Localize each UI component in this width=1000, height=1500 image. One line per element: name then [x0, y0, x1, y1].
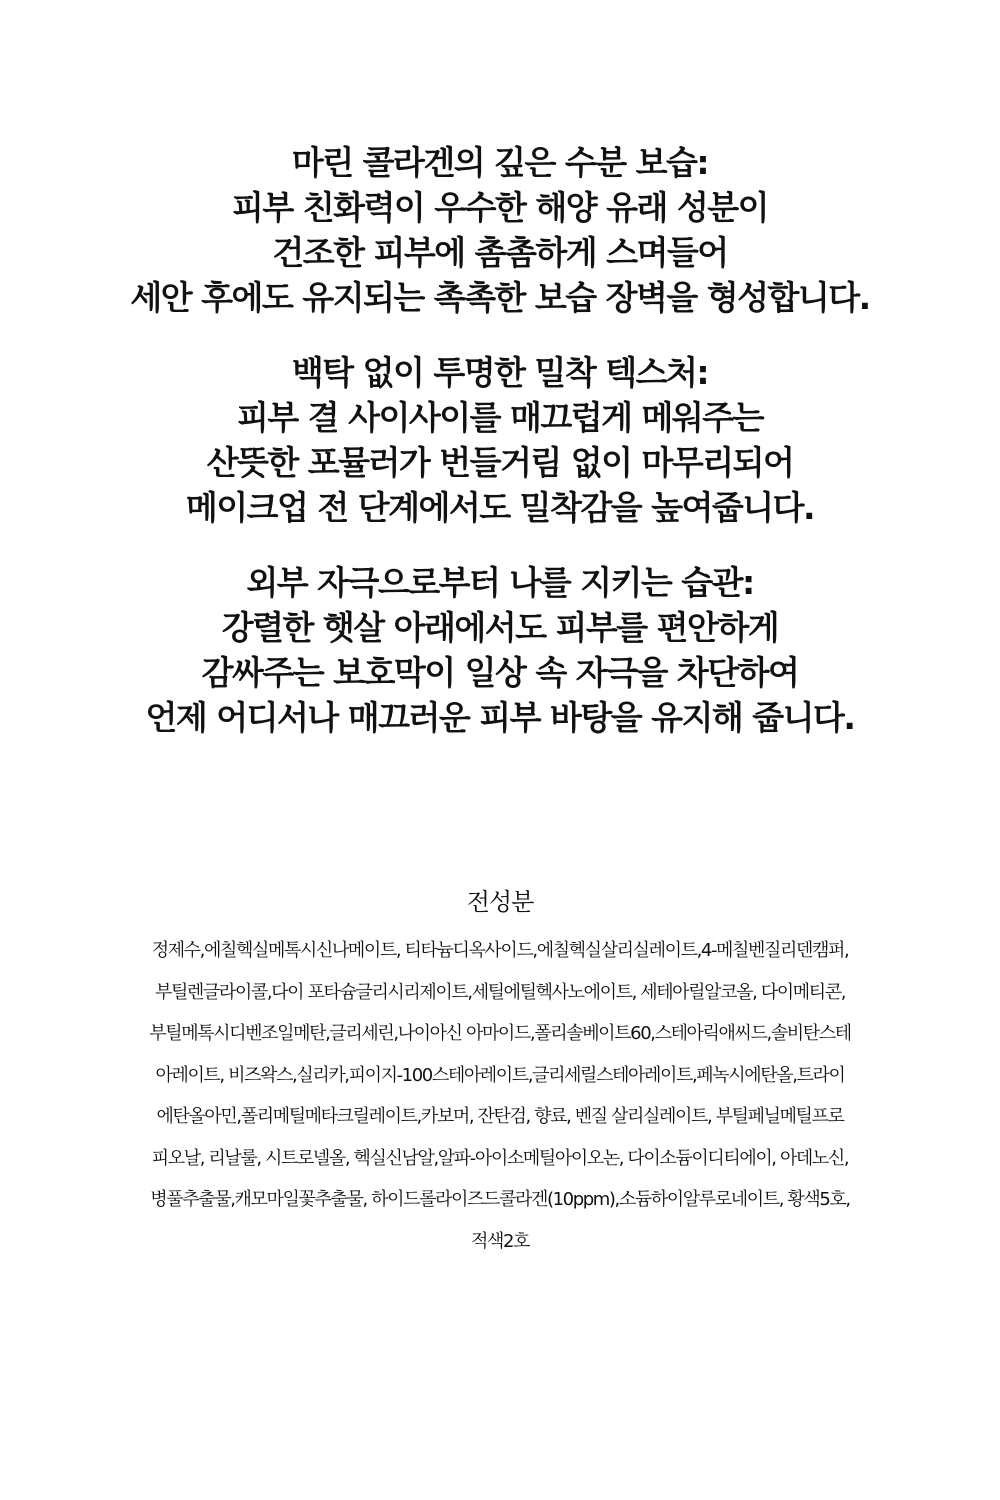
feature-block-protection — [0, 560, 1000, 740]
feature-text-line: 강렬한 햇살 아래에서도 피부를 편안하게 — [221, 608, 779, 647]
ingredients-line: 피오날, 리날룰, 시트로넬올, 헥실신남알,알파-아이소메틸아이오논, 다이소듐이디티에이, 아데노신, — [151, 1147, 849, 1169]
ingredients-line: 아레이트, 비즈왁스,실리카,피이지-100스테아레이트,글리세릴스테아레이트,페녹시에탄올,트라이 — [155, 1064, 845, 1086]
feature-text-line: 피부 결 사이사이를 매끄럽게 메워주는 — [236, 398, 763, 437]
feature-heading: 외부 자극으로부터 나를 지키는 습관: — [246, 563, 754, 602]
ingredients-line: 정제수,에칠헥실메톡시신나메이트, 티타늄디옥사이드,에칠헥실살리실레이트,4-메칠벤질리덴캠퍼, — [151, 940, 849, 961]
feature-text-line: 메이크업 전 단계에서도 밀착감을 높여줍니다. — [185, 488, 815, 527]
ingredients-line: 적색2호 — [470, 1230, 530, 1252]
feature-text-line: 피부 친화력이 우수한 해양 유래 성분이 — [232, 188, 768, 227]
feature-text-line: 산뜻한 포뮬러가 번들거림 없이 마무리되어 — [206, 443, 794, 482]
ingredients-line: 부틸메톡시디벤조일메탄,글리세린,나이아신 아마이드,폴리솔베이트60,스테아릭애씨드,솔비탄스테 — [149, 1023, 851, 1044]
ingredients-title: 전성분 — [466, 888, 534, 916]
feature-heading: 마린 콜라겐의 깊은 수분 보습: — [291, 143, 709, 182]
ingredients-section — [40, 882, 960, 1262]
ingredients-line: 병풀추출물,캐모마일꽃추출물, 하이드롤라이즈드콜라겐(10ppm),소듐하이알루로네이트, 황색5호, — [150, 1189, 850, 1210]
feature-block-moisture — [0, 140, 1000, 320]
ingredients-line: 부틸렌글라이콜,다이 포타슘글리시리제이트,세틸에틸헥사노에이트, 세테아릴알코올, 다이메티콘, — [154, 981, 846, 1003]
feature-block-texture — [0, 350, 1000, 530]
feature-text-line: 건조한 피부에 촘촘하게 스며들어 — [272, 233, 728, 272]
feature-text-line: 언제 어디서나 매끄러운 피부 바탕을 유지해 줍니다. — [145, 698, 855, 737]
feature-text-line: 세안 후에도 유지되는 촉촉한 보습 장벽을 형성합니다. — [130, 278, 870, 317]
feature-descriptions — [0, 140, 1000, 770]
feature-text-line: 감싸주는 보호막이 일상 속 자극을 차단하여 — [201, 653, 799, 692]
feature-heading: 백탁 없이 투명한 밀착 텍스처: — [291, 353, 709, 392]
ingredients-line: 에탄올아민,폴리메틸메타크릴레이트,카보머, 잔탄검, 향료, 벤질 살리실레이트, 부틸페닐메틸프로 — [156, 1106, 844, 1127]
